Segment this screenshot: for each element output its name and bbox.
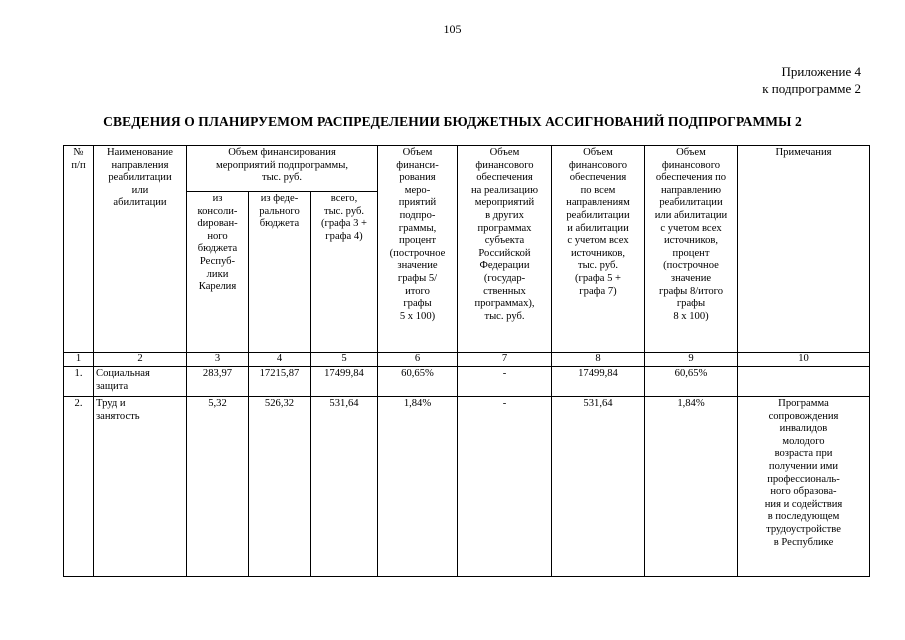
cell-federal-budget: 17215,87 bbox=[249, 367, 311, 397]
header-col6-percent: Объем финанси- рования меро- приятий подпро- граммы, процент (построчное значение графы 5/ итого графы 5 х 100) bbox=[378, 146, 458, 353]
cell-percent: 60,65% bbox=[378, 367, 458, 397]
cell-other-programs: - bbox=[458, 397, 552, 577]
header-notes: Примечания bbox=[738, 146, 870, 353]
appendix-line-2: к подпрограмме 2 bbox=[762, 81, 861, 96]
header-financing-volume: Объем финансирования мероприятий подпрограммы, тыс. руб. bbox=[187, 146, 378, 192]
cell-all-sources: 531,64 bbox=[552, 397, 645, 577]
row-number: 1. bbox=[64, 367, 94, 397]
column-number: 5 bbox=[311, 353, 378, 367]
column-number: 6 bbox=[378, 353, 458, 367]
row-number: 2. bbox=[64, 397, 94, 577]
cell-federal-budget: 526,32 bbox=[249, 397, 311, 577]
column-number: 2 bbox=[94, 353, 187, 367]
document-title: СВЕДЕНИЯ О ПЛАНИРУЕМОМ РАСПРЕДЕЛЕНИИ БЮДЖЕТНЫХ АССИГНОВАНИЙ ПОДПРОГРАММЫ 2 bbox=[103, 114, 802, 129]
table-row bbox=[64, 397, 870, 577]
header-col8-all-sources: Объем финансового обеспечения по всем направлениям реабилитации и абилитации с учетом всех источников, тыс. руб. (графа 5 + графа 7) bbox=[552, 146, 645, 353]
column-number: 1 bbox=[64, 353, 94, 367]
row-direction-name: Социальная защита bbox=[94, 367, 187, 397]
cell-other-programs: - bbox=[458, 367, 552, 397]
cell-percent-all-sources: 60,65% bbox=[645, 367, 738, 397]
header-col9-percent-all-sources: Объем финансового обеспечения по направлению реабилитации или абилитации с учетом всех источников, процент (построчное значение графы 8/итого графы 8 х 100) bbox=[645, 146, 738, 353]
cell-all-sources: 17499,84 bbox=[552, 367, 645, 397]
appendix-label bbox=[762, 63, 861, 97]
header-direction-name: Наименование направления реабилитации или абилитации bbox=[94, 146, 187, 353]
header-consolidated-budget: из консоли- dирован- ного бюджета Респуб- лики Карелия bbox=[187, 192, 249, 353]
cell-consolidated-budget: 5,32 bbox=[187, 397, 249, 577]
header-col7-other-programs: Объем финансового обеспечения на реализацию мероприятий в других программах субъекта Российской Федерации (государ- ственных программах), тыс. руб. bbox=[458, 146, 552, 353]
appendix-line-1: Приложение 4 bbox=[781, 64, 861, 79]
header-row-1 bbox=[64, 146, 870, 192]
column-number: 4 bbox=[249, 353, 311, 367]
column-number: 3 bbox=[187, 353, 249, 367]
cell-notes: Программа сопровождения инвалидов молодого возраста при получении ими профессиональ- ного образова- ния и содействия в последующем трудоустройстве в Республике bbox=[738, 397, 870, 577]
budget-allocation-table bbox=[63, 145, 870, 577]
cell-total: 531,64 bbox=[311, 397, 378, 577]
cell-consolidated-budget: 283,97 bbox=[187, 367, 249, 397]
cell-total: 17499,84 bbox=[311, 367, 378, 397]
cell-notes bbox=[738, 367, 870, 397]
table-row bbox=[64, 367, 870, 397]
cell-percent-all-sources: 1,84% bbox=[645, 397, 738, 577]
column-number: 10 bbox=[738, 353, 870, 367]
column-number: 8 bbox=[552, 353, 645, 367]
row-direction-name: Труд и занятость bbox=[94, 397, 187, 577]
header-num: № п/п bbox=[64, 146, 94, 353]
column-number: 9 bbox=[645, 353, 738, 367]
column-number: 7 bbox=[458, 353, 552, 367]
page-number: 105 bbox=[443, 22, 462, 36]
header-federal-budget: из феде- рального бюджета bbox=[249, 192, 311, 353]
cell-percent: 1,84% bbox=[378, 397, 458, 577]
column-number-row bbox=[64, 353, 870, 367]
header-total: всего, тыс. руб. (графа 3 + графа 4) bbox=[311, 192, 378, 353]
